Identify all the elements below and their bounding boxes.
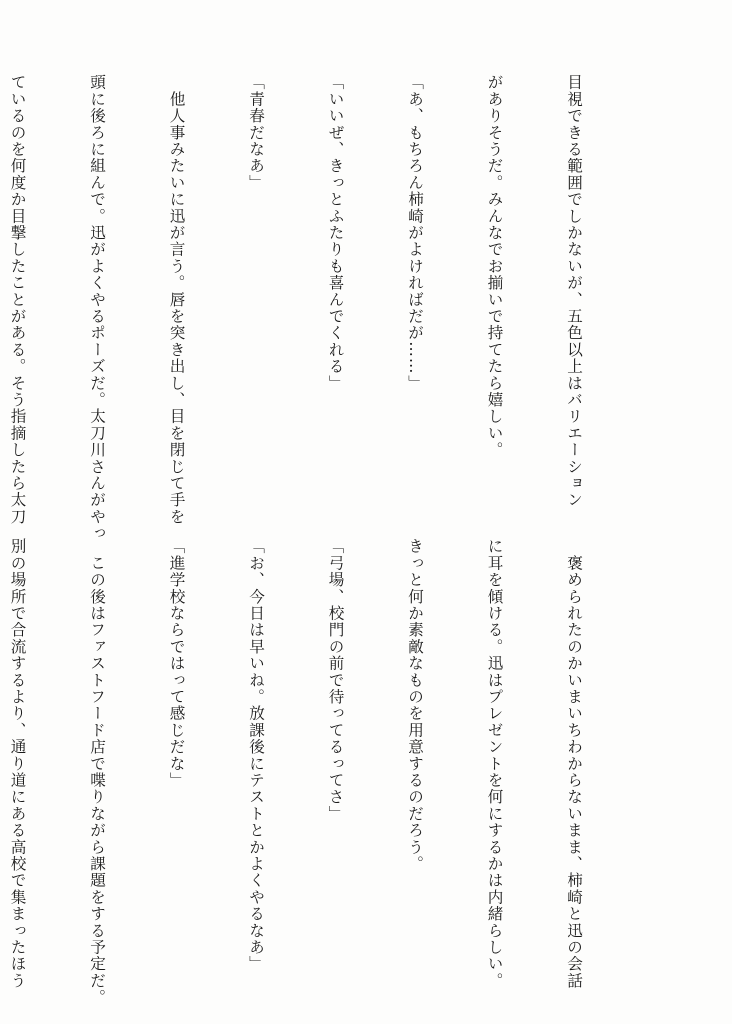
text-column: 「弓場、校門の前で待ってるってさ」	[326, 538, 345, 822]
text-column: 「青春だなあ」	[247, 74, 265, 191]
text-column: 褒められたのかいまいちわからないまま、柿崎と迅の会話	[565, 538, 583, 989]
text-column: 「進学校ならではって感じだな」	[167, 538, 186, 789]
text-column: 他人事みたいに迅が言う。唇を突き出し、目を閉じて手を	[167, 74, 186, 525]
text-column: きっと何か素敵なものを用意するのだろう。	[406, 538, 424, 872]
text-column: 別の場所で合流するより、通り道にある高校で集まったほう	[8, 538, 27, 989]
text-column: がありそうだ。みんなでお揃いで持てたら嬉しい。	[485, 74, 504, 459]
text-column: 頭に後ろに組んで。迅がよくやるポーズだ。太刀川さんがやっ	[88, 74, 106, 542]
text-column: 目視できる範囲でしかないが、五色以上はバリエーション	[565, 74, 583, 509]
upper-text-block	[8, 74, 640, 542]
lower-text-block	[8, 538, 640, 1006]
text-column: 「あ、もちろん柿崎がよければだが……」	[406, 74, 424, 392]
text-column: この後はファストフード店で喋りながら課題をする予定だ。	[88, 538, 106, 1006]
text-column: に耳を傾ける。迅はプレゼントを何にするかは内緒らしい。	[485, 538, 504, 989]
text-column: ているのを何度か目撃したことがある。そう指摘したら太刀	[8, 74, 27, 525]
text-column: 「お、今日は早いね。放課後にテストとかよくやるなあ」	[247, 538, 265, 973]
text-column: 「いいぜ、きっとふたりも喜んでくれる」	[326, 74, 345, 392]
